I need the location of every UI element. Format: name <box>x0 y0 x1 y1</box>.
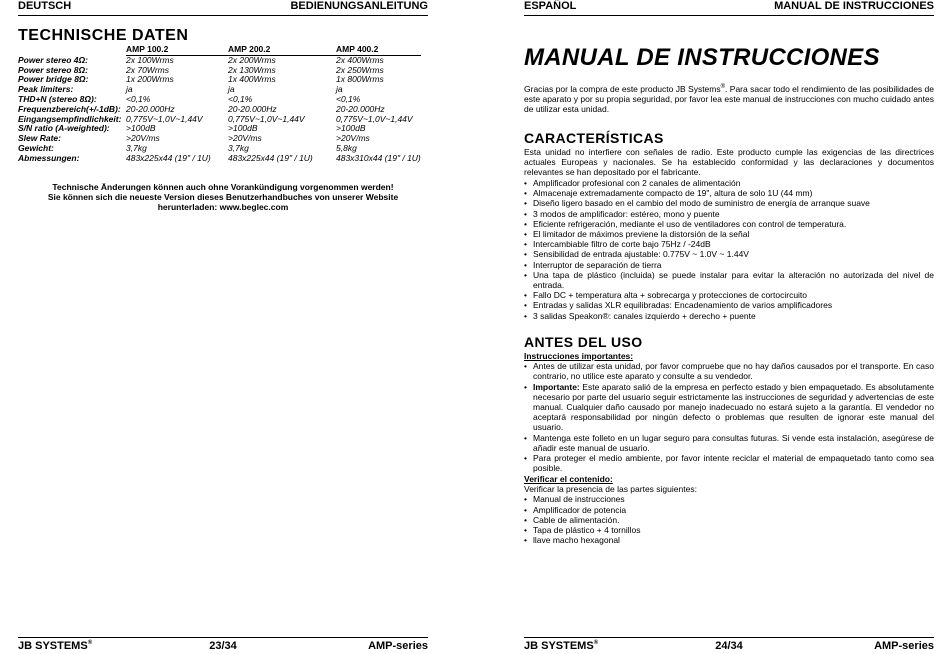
feature-item: • Diseño ligero basado en el cambio del modo de suministro de energía de arranque suave <box>524 198 934 208</box>
spec-value: ja <box>126 84 133 95</box>
spec-value: 1x 200Wrms <box>126 74 174 85</box>
notice-line: Sie können sich die neueste Version dieses Benutzerhandbuches von unserer Website <box>47 192 399 203</box>
feature-item: • Eficiente refrigeración, mediante el uso de ventiladores con control de temperatura. <box>524 219 934 229</box>
spec-value: 5,8kg <box>336 142 357 153</box>
feature-item: • Una tapa de plástico (incluida) se puede instalar para evitar la alteración no autorizada del nivel de entrada. <box>524 270 934 290</box>
spec-value: 20-20.000Hz <box>228 103 277 114</box>
important-item-text: Este aparato salió de la empresa en perfecto estado y bien empaquetado. Es absolutamente necesario por parte del usuario seguir estrictamente las instrucciones de seguridad y advertencias de este manual. Cualquier daño causado por manejo inadecuado no estará sujeto a la garantía. El vendedor no aceptará responsabilidad por ningún defecto o problemas que resulten de ignorar este manual del usuario. <box>533 381 934 433</box>
features-title: CARACTERÍSTICAS <box>524 130 664 146</box>
spec-value: 2x 100Wrms <box>126 54 174 65</box>
feature-item: • Sensibilidad de entrada ajustable: 0.775V ~ 1.0V ~ 1.44V <box>524 249 934 259</box>
notice <box>18 182 428 213</box>
footer-brand: JB SYSTEMS® <box>524 640 599 652</box>
feature-item: • Fallo DC + temperatura alta + sobrecarga y protecciones de cortocircuito <box>524 290 934 300</box>
header-document: BEDIENUNGSANLEITUNG <box>290 0 428 12</box>
footer-page-number: 24/34 <box>715 640 743 652</box>
important-item-text: Mantenga este folleto en un lugar seguro para consultas futuras. Si vende esta instalación, asegúrese de añadir este manual de usuario. <box>533 432 934 453</box>
footer-page-number: 23/34 <box>209 640 237 652</box>
footer-brand: JB SYSTEMS® <box>18 640 93 652</box>
important-item <box>524 433 934 453</box>
spec-value: >100dB <box>228 123 258 134</box>
spec-value: 483x225x44 (19" / 1U) <box>228 152 313 163</box>
header-language: DEUTSCH <box>18 0 72 12</box>
spec-row <box>18 134 421 144</box>
verify-item: • llave macho hexagonal <box>524 535 934 545</box>
spec-value: >100dB <box>126 123 156 134</box>
spec-value: 2x 250Wrms <box>336 64 384 75</box>
spec-row <box>18 154 421 164</box>
spec-value: <0,1% <box>336 93 361 104</box>
spec-value: ja <box>336 84 343 95</box>
spec-label: Frequenzbereich(+/-1dB): <box>18 103 121 114</box>
spec-value: 2x 400Wrms <box>336 54 384 65</box>
page-right <box>524 0 934 654</box>
notice-line: herunterladen: www.beglec.com <box>157 202 289 213</box>
spec-value: >100dB <box>336 123 366 134</box>
header-document: MANUAL DE INSTRUCCIONES <box>774 0 934 12</box>
important-item-keyword: Importante: <box>533 381 580 392</box>
spec-label: Power stereo 4Ω: <box>18 54 88 65</box>
important-item <box>524 382 934 433</box>
header-language: ESPAÑOL <box>524 0 577 12</box>
features-intro: Esta unidad no interfiere con señales de radio. Este producto cumple las exigencias de las directrices actuales Europeas y nacionales. Se ha establecido conformidad y las declaraciones y documentos relevantes se han depositado por el fabricante. <box>524 147 934 178</box>
important-item-text: Para proteger el medio ambiente, por favor intente reciclar el material de empaquetado tanto como sea posible. <box>533 453 934 474</box>
page-footer <box>18 637 428 652</box>
spec-column-header: AMP 200.2 <box>228 45 336 55</box>
footer-series: AMP-series <box>874 640 934 652</box>
spec-label: Power stereo 8Ω: <box>18 64 88 75</box>
spec-value: 2x 200Wrms <box>228 54 276 65</box>
intro-paragraph: Gracias por la compra de este producto JB Systems®. Para sacar todo el rendimiento de las posibilidades de este aparato y por su propia seguridad, por favor lea este manual de instrucciones con mucho cuidado antes de utilizar esta unidad. <box>524 84 934 115</box>
important-item-text: Antes de utilizar esta unidad, por favor compruebe que no hay daños causados por el transporte. En caso contrario, no utilice este aparato y consulte a su vendedor. <box>533 361 934 382</box>
feature-item: • Interruptor de separación de tierra <box>524 260 934 270</box>
notice-line: Technische Änderungen können auch ohne Vorankündigung vorgenommen werden! <box>52 182 394 192</box>
feature-item: • El limitador de máximos previene la distorsión de la señal <box>524 229 934 239</box>
feature-item: • Intercambiable filtro de corte bajo 75Hz / -24dB <box>524 239 934 249</box>
page-footer <box>524 637 934 652</box>
spec-value: >20V/ms <box>228 133 262 144</box>
verify-item: • Amplificador de potencia <box>524 505 934 515</box>
spec-label-header <box>18 45 126 55</box>
spec-row <box>18 75 421 85</box>
spec-value: >20V/ms <box>336 133 370 144</box>
spec-table <box>18 45 421 164</box>
spec-header-row <box>18 45 421 55</box>
spec-value: <0,1% <box>228 93 253 104</box>
feature-item: • 3 salidas Speakon®: canales izquierdo + derecho + puente <box>524 311 934 321</box>
manual-title: MANUAL DE INSTRUCCIONES <box>524 44 880 71</box>
spec-value: 0,775V~1,0V~1,44V <box>126 113 203 124</box>
important-list <box>524 361 934 473</box>
feature-item: • Almacenaje extremadamente compacto de 19", altura de solo 1U (44 mm) <box>524 188 934 198</box>
spec-value: 2x 130Wrms <box>228 64 276 75</box>
page-left <box>18 0 428 654</box>
verify-block <box>524 474 934 545</box>
section-title: TECHNISCHE DATEN <box>18 27 189 44</box>
feature-item: • Entradas y salidas XLR equilibradas: Encadenamiento de varios amplificadores <box>524 300 934 310</box>
verify-item: • Cable de alimentación. <box>524 515 934 525</box>
spec-value: 2x 70Wrms <box>126 64 169 75</box>
spec-value: ja <box>228 84 235 95</box>
page-header <box>18 0 428 16</box>
spec-value: 1x 400Wrms <box>228 74 276 85</box>
spec-value: 20-20.000Hz <box>336 103 385 114</box>
spec-column-header: AMP 100.2 <box>126 45 228 55</box>
important-block <box>524 351 934 473</box>
spec-label: THD+N (stereo 8Ω): <box>18 93 97 104</box>
spec-value: 20-20.000Hz <box>126 103 175 114</box>
feature-item: • 3 modos de amplificador: estéreo, mono y puente <box>524 209 934 219</box>
footer-series: AMP-series <box>368 640 428 652</box>
spec-value: 0,775V~1,0V~1,44V <box>228 113 305 124</box>
verify-intro: Verificar la presencia de las partes siguientes: <box>524 484 697 495</box>
important-item <box>524 361 934 381</box>
important-item <box>524 453 934 473</box>
spec-label: Gewicht: <box>18 142 54 153</box>
spec-label: Power bridge 8Ω: <box>18 74 89 85</box>
verify-subtitle: Verificar el contenido: <box>524 474 613 484</box>
feature-item: • Amplificador profesional con 2 canales de alimentación <box>524 178 934 188</box>
spec-label: Eingangsempfindlichkeit: <box>18 113 122 124</box>
verify-list <box>524 494 934 545</box>
page-header <box>524 0 934 16</box>
spec-value: 1x 800Wrms <box>336 74 384 85</box>
important-subtitle: Instrucciones importantes: <box>524 351 634 361</box>
features-list <box>524 178 934 321</box>
spec-value: 483x310x44 (19" / 1U) <box>336 152 421 163</box>
spec-column-header: AMP 400.2 <box>336 45 421 55</box>
spec-value: <0,1% <box>126 93 151 104</box>
spec-value: 3,7kg <box>228 142 249 153</box>
spec-value: 483x225x44 (19" / 1U) <box>126 152 211 163</box>
spec-label: Abmessungen: <box>18 152 80 163</box>
verify-item: • Tapa de plástico + 4 tornillos <box>524 525 934 535</box>
spec-label: Slew Rate: <box>18 133 61 144</box>
spec-value: 3,7kg <box>126 142 147 153</box>
spec-label: Peak limiters: <box>18 84 74 95</box>
spec-value: 0,775V~1,0V~1,44V <box>336 113 413 124</box>
verify-item: • Manual de instrucciones <box>524 494 934 504</box>
before-use-title: ANTES DEL USO <box>524 334 643 350</box>
spec-value: >20V/ms <box>126 133 160 144</box>
spec-label: S/N ratio (A-weighted): <box>18 123 110 134</box>
